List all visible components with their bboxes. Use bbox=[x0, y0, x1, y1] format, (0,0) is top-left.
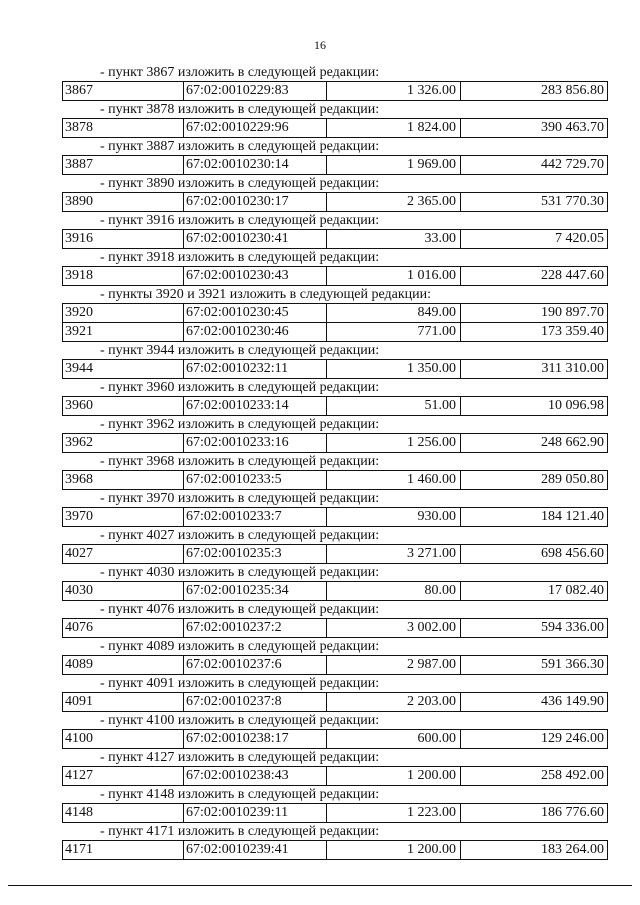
cadastral-number-cell: 67:02:0010230:43 bbox=[184, 267, 327, 285]
area-cell: 849.00 bbox=[327, 304, 461, 322]
amendment-caption: - пункт 4091 изложить в следующей редакции: bbox=[100, 676, 380, 691]
cadastral-number-cell: 67:02:0010233:5 bbox=[184, 471, 327, 489]
amendment-group bbox=[62, 416, 608, 453]
value-cell: 390 463.70 bbox=[541, 120, 604, 135]
value-cell: 698 456.60 bbox=[541, 546, 604, 561]
amendment-group bbox=[62, 786, 608, 823]
value-cell: 186 776.60 bbox=[541, 805, 604, 820]
area-cell: 1 200.00 bbox=[327, 767, 461, 785]
area-cell: 1 824.00 bbox=[327, 119, 461, 137]
cadastral-number-cell: 67:02:0010237:2 bbox=[184, 619, 327, 637]
table-row bbox=[62, 118, 608, 138]
amendment-caption: - пункт 3916 изложить в следующей редакции: bbox=[100, 213, 380, 228]
value-cell: 289 050.80 bbox=[541, 472, 604, 487]
amendment-caption: - пункт 3867 изложить в следующей редакции: bbox=[100, 65, 380, 80]
table-row bbox=[62, 544, 608, 564]
item-number-cell: 4100 bbox=[63, 730, 184, 748]
item-number-cell: 4076 bbox=[63, 619, 184, 637]
amendment-group bbox=[62, 749, 608, 786]
amendment-group bbox=[62, 175, 608, 212]
table-row bbox=[62, 155, 608, 175]
amendment-caption: - пункты 3920 и 3921 изложить в следующей редакции: bbox=[100, 287, 432, 302]
cadastral-number-cell: 67:02:0010230:46 bbox=[184, 323, 327, 341]
amendment-group bbox=[62, 379, 608, 416]
item-number-cell: 3867 bbox=[63, 82, 184, 100]
amendment-group bbox=[62, 286, 608, 342]
value-cell: 283 856.80 bbox=[541, 83, 604, 98]
area-cell: 51.00 bbox=[327, 397, 461, 415]
table-row bbox=[62, 803, 608, 823]
table-row bbox=[62, 470, 608, 490]
cadastral-number-cell: 67:02:0010230:14 bbox=[184, 156, 327, 174]
amendment-caption: - пункт 4148 изложить в следующей редакции: bbox=[100, 787, 380, 802]
item-number-cell: 3921 bbox=[63, 323, 184, 341]
item-number-cell: 3918 bbox=[63, 267, 184, 285]
amendment-caption: - пункт 3890 изложить в следующей редакции: bbox=[100, 176, 380, 191]
table-row bbox=[62, 692, 608, 712]
value-cell: 7 420.05 bbox=[555, 231, 604, 246]
footer-divider bbox=[8, 885, 632, 886]
item-number-cell: 4030 bbox=[63, 582, 184, 600]
table-row bbox=[62, 192, 608, 212]
item-number-cell: 3890 bbox=[63, 193, 184, 211]
cadastral-number-cell: 67:02:0010229:83 bbox=[184, 82, 327, 100]
amendment-group bbox=[62, 453, 608, 490]
area-cell: 600.00 bbox=[327, 730, 461, 748]
area-cell: 1 223.00 bbox=[327, 804, 461, 822]
item-number-cell: 3960 bbox=[63, 397, 184, 415]
item-number-cell: 3970 bbox=[63, 508, 184, 526]
area-cell: 3 002.00 bbox=[327, 619, 461, 637]
table-row bbox=[62, 655, 608, 675]
area-cell: 2 203.00 bbox=[327, 693, 461, 711]
cadastral-number-cell: 67:02:0010230:41 bbox=[184, 230, 327, 248]
value-cell: 248 662.90 bbox=[541, 435, 604, 450]
amendment-group bbox=[62, 638, 608, 675]
item-number-cell: 4089 bbox=[63, 656, 184, 674]
item-number-cell: 3920 bbox=[63, 304, 184, 322]
amendment-group bbox=[62, 101, 608, 138]
table-row bbox=[62, 507, 608, 527]
area-cell: 1 200.00 bbox=[327, 841, 461, 859]
table-row bbox=[62, 766, 608, 786]
amendment-group bbox=[62, 490, 608, 527]
area-cell: 1 016.00 bbox=[327, 267, 461, 285]
amendment-group bbox=[62, 601, 608, 638]
amendment-group bbox=[62, 342, 608, 379]
value-cell: 129 246.00 bbox=[541, 731, 604, 746]
amendment-caption: - пункт 3878 изложить в следующей редакции: bbox=[100, 102, 380, 117]
amendment-group bbox=[62, 527, 608, 564]
table-row bbox=[62, 840, 608, 860]
item-number-cell: 4171 bbox=[63, 841, 184, 859]
amendment-group bbox=[62, 823, 608, 860]
cadastral-number-cell: 67:02:0010233:14 bbox=[184, 397, 327, 415]
amendment-group bbox=[62, 212, 608, 249]
amendment-caption: - пункт 4027 изложить в следующей редакции: bbox=[100, 528, 380, 543]
amendment-caption: - пункт 3944 изложить в следующей редакции: bbox=[100, 343, 380, 358]
amendment-group bbox=[62, 138, 608, 175]
amendment-group bbox=[62, 675, 608, 712]
table-row bbox=[62, 323, 608, 342]
table-row bbox=[62, 303, 608, 323]
value-cell: 190 897.70 bbox=[541, 305, 604, 320]
cadastral-number-cell: 67:02:0010229:96 bbox=[184, 119, 327, 137]
item-number-cell: 3916 bbox=[63, 230, 184, 248]
amendment-caption: - пункт 3960 изложить в следующей редакции: bbox=[100, 380, 380, 395]
cadastral-number-cell: 67:02:0010239:11 bbox=[184, 804, 327, 822]
area-cell: 1 326.00 bbox=[327, 82, 461, 100]
value-cell: 258 492.00 bbox=[541, 768, 604, 783]
amendment-group bbox=[62, 564, 608, 601]
area-cell: 1 460.00 bbox=[327, 471, 461, 489]
amendment-caption: - пункт 4100 изложить в следующей редакции: bbox=[100, 713, 380, 728]
amendment-caption: - пункт 3970 изложить в следующей редакции: bbox=[100, 491, 380, 506]
value-cell: 17 082.40 bbox=[548, 583, 604, 598]
amendment-caption: - пункт 4089 изложить в следующей редакции: bbox=[100, 639, 380, 654]
amendment-caption: - пункт 4076 изложить в следующей редакции: bbox=[100, 602, 380, 617]
amendment-caption: - пункт 3968 изложить в следующей редакции: bbox=[100, 454, 380, 469]
cadastral-number-cell: 67:02:0010238:43 bbox=[184, 767, 327, 785]
amendments-list bbox=[62, 64, 608, 860]
value-cell: 594 336.00 bbox=[541, 620, 604, 635]
table-row bbox=[62, 618, 608, 638]
value-cell: 183 264.00 bbox=[541, 842, 604, 857]
area-cell: 1 256.00 bbox=[327, 434, 461, 452]
amendment-caption: - пункт 4171 изложить в следующей редакции: bbox=[100, 824, 380, 839]
item-number-cell: 3887 bbox=[63, 156, 184, 174]
table-row bbox=[62, 229, 608, 249]
amendment-caption: - пункт 3887 изложить в следующей редакции: bbox=[100, 139, 380, 154]
cadastral-number-cell: 67:02:0010230:17 bbox=[184, 193, 327, 211]
table-row bbox=[62, 581, 608, 601]
table-row bbox=[62, 81, 608, 101]
amendment-caption: - пункт 3962 изложить в следующей редакции: bbox=[100, 417, 380, 432]
item-number-cell: 3962 bbox=[63, 434, 184, 452]
table-row bbox=[62, 433, 608, 453]
item-number-cell: 4148 bbox=[63, 804, 184, 822]
cadastral-number-cell: 67:02:0010233:16 bbox=[184, 434, 327, 452]
value-cell: 10 096.98 bbox=[548, 398, 604, 413]
value-cell: 228 447.60 bbox=[541, 268, 604, 283]
item-number-cell: 4027 bbox=[63, 545, 184, 563]
area-cell: 80.00 bbox=[327, 582, 461, 600]
value-cell: 591 366.30 bbox=[541, 657, 604, 672]
amendment-group bbox=[62, 249, 608, 286]
amendment-caption: - пункт 3918 изложить в следующей редакции: bbox=[100, 250, 380, 265]
cadastral-number-cell: 67:02:0010235:3 bbox=[184, 545, 327, 563]
cadastral-number-cell: 67:02:0010235:34 bbox=[184, 582, 327, 600]
table-row bbox=[62, 729, 608, 749]
page-number: 16 bbox=[314, 38, 326, 52]
table-row bbox=[62, 359, 608, 379]
area-cell: 1 350.00 bbox=[327, 360, 461, 378]
item-number-cell: 3878 bbox=[63, 119, 184, 137]
value-cell: 531 770.30 bbox=[541, 194, 604, 209]
amendment-group bbox=[62, 64, 608, 101]
value-cell: 173 359.40 bbox=[541, 324, 604, 339]
table-row bbox=[62, 396, 608, 416]
cadastral-number-cell: 67:02:0010230:45 bbox=[184, 304, 327, 322]
amendment-caption: - пункт 4030 изложить в следующей редакции: bbox=[100, 565, 380, 580]
cadastral-number-cell: 67:02:0010237:6 bbox=[184, 656, 327, 674]
value-cell: 442 729.70 bbox=[541, 157, 604, 172]
item-number-cell: 3968 bbox=[63, 471, 184, 489]
value-cell: 436 149.90 bbox=[541, 694, 604, 709]
item-number-cell: 3944 bbox=[63, 360, 184, 378]
area-cell: 3 271.00 bbox=[327, 545, 461, 563]
area-cell: 930.00 bbox=[327, 508, 461, 526]
area-cell: 1 969.00 bbox=[327, 156, 461, 174]
amendment-group bbox=[62, 712, 608, 749]
area-cell: 771.00 bbox=[327, 323, 461, 341]
cadastral-number-cell: 67:02:0010233:7 bbox=[184, 508, 327, 526]
cadastral-number-cell: 67:02:0010237:8 bbox=[184, 693, 327, 711]
item-number-cell: 4091 bbox=[63, 693, 184, 711]
area-cell: 33.00 bbox=[327, 230, 461, 248]
cadastral-number-cell: 67:02:0010238:17 bbox=[184, 730, 327, 748]
amendment-caption: - пункт 4127 изложить в следующей редакции: bbox=[100, 750, 380, 765]
value-cell: 184 121.40 bbox=[541, 509, 604, 524]
cadastral-number-cell: 67:02:0010239:41 bbox=[184, 841, 327, 859]
item-number-cell: 4127 bbox=[63, 767, 184, 785]
area-cell: 2 987.00 bbox=[327, 656, 461, 674]
area-cell: 2 365.00 bbox=[327, 193, 461, 211]
cadastral-number-cell: 67:02:0010232:11 bbox=[184, 360, 327, 378]
table-row bbox=[62, 266, 608, 286]
value-cell: 311 310.00 bbox=[541, 361, 604, 376]
